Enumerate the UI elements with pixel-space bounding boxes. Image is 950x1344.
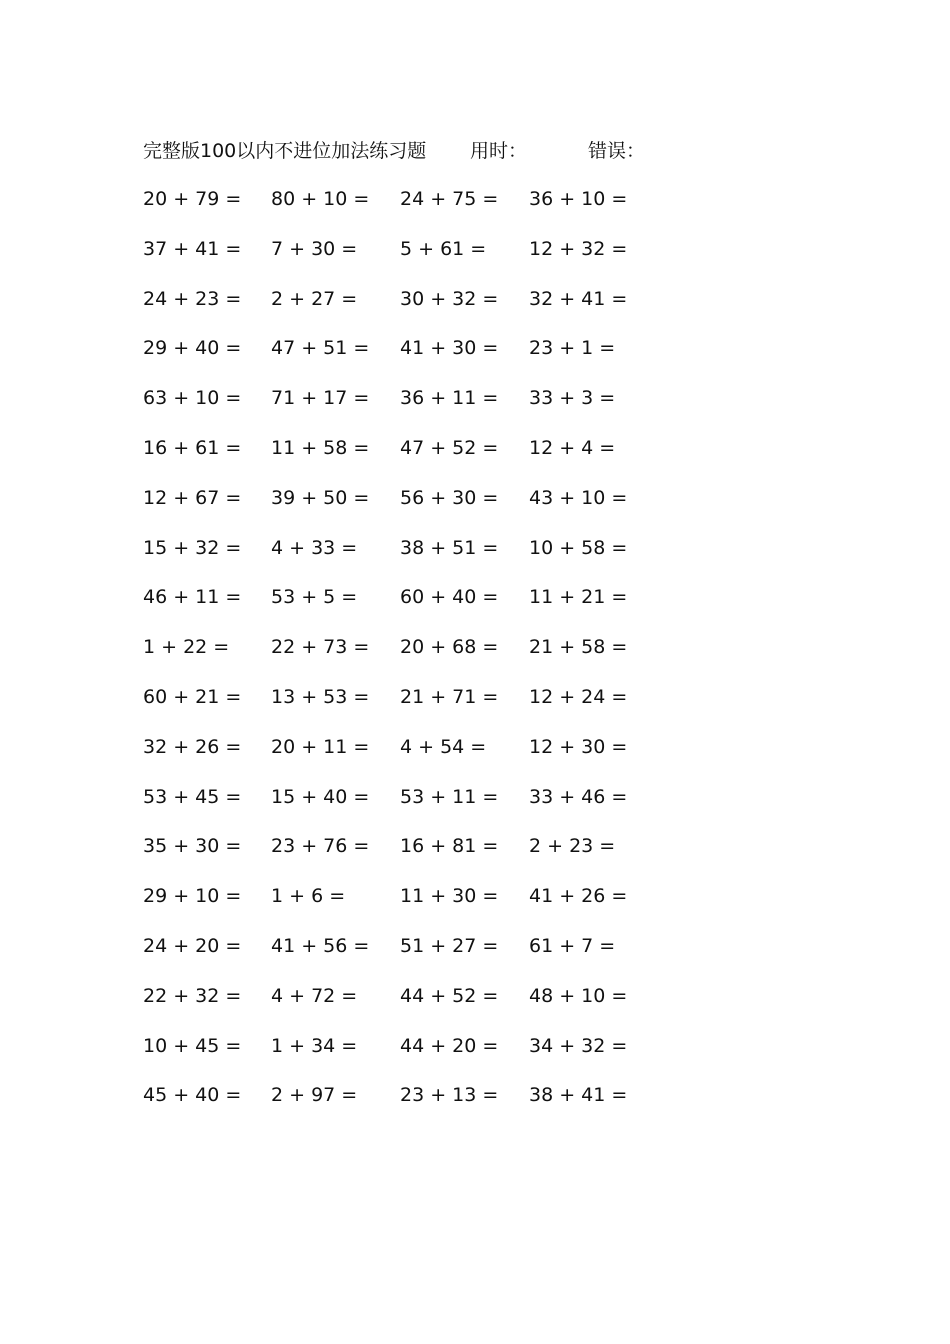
problem-cell: 32 + 26 = xyxy=(143,736,242,758)
problem-cell: 47 + 52 = xyxy=(400,437,499,459)
problem-cell: 44 + 20 = xyxy=(400,1035,499,1057)
problem-cell: 11 + 58 = xyxy=(271,437,370,459)
problem-cell: 35 + 30 = xyxy=(143,835,242,857)
problem-cell: 21 + 71 = xyxy=(400,686,499,708)
problem-cell: 1 + 6 = xyxy=(271,885,346,907)
problem-cell: 53 + 11 = xyxy=(400,786,499,808)
problem-cell: 33 + 46 = xyxy=(529,786,628,808)
problem-cell: 60 + 40 = xyxy=(400,586,499,608)
problem-cell: 29 + 40 = xyxy=(143,337,242,359)
problem-cell: 11 + 30 = xyxy=(400,885,499,907)
problem-cell: 41 + 56 = xyxy=(271,935,370,957)
problem-cell: 24 + 75 = xyxy=(400,188,499,210)
problem-cell: 1 + 34 = xyxy=(271,1035,358,1057)
problem-cell: 23 + 13 = xyxy=(400,1084,499,1106)
problem-cell: 15 + 32 = xyxy=(143,537,242,559)
problem-cell: 21 + 58 = xyxy=(529,636,628,658)
problem-cell: 22 + 73 = xyxy=(271,636,370,658)
problem-cell: 37 + 41 = xyxy=(143,238,242,260)
problem-cell: 15 + 40 = xyxy=(271,786,370,808)
problem-cell: 12 + 30 = xyxy=(529,736,628,758)
problem-cell: 53 + 45 = xyxy=(143,786,242,808)
problem-cell: 20 + 79 = xyxy=(143,188,242,210)
problem-cell: 46 + 11 = xyxy=(143,586,242,608)
problem-cell: 2 + 27 = xyxy=(271,288,358,310)
problem-cell: 4 + 54 = xyxy=(400,736,487,758)
problem-cell: 60 + 21 = xyxy=(143,686,242,708)
problem-cell: 24 + 23 = xyxy=(143,288,242,310)
problem-cell: 32 + 41 = xyxy=(529,288,628,310)
problem-cell: 44 + 52 = xyxy=(400,985,499,1007)
problem-cell: 1 + 22 = xyxy=(143,636,230,658)
problem-cell: 41 + 26 = xyxy=(529,885,628,907)
problem-cell: 12 + 32 = xyxy=(529,238,628,260)
problem-cell: 29 + 10 = xyxy=(143,885,242,907)
problem-cell: 34 + 32 = xyxy=(529,1035,628,1057)
problem-cell: 20 + 68 = xyxy=(400,636,499,658)
problem-cell: 16 + 61 = xyxy=(143,437,242,459)
page-title: 完整版100以内不进位加法练习题 xyxy=(143,140,427,162)
problem-cell: 41 + 30 = xyxy=(400,337,499,359)
problem-cell: 4 + 72 = xyxy=(271,985,358,1007)
problem-cell: 12 + 4 = xyxy=(529,437,616,459)
problem-cell: 36 + 11 = xyxy=(400,387,499,409)
problem-cell: 12 + 67 = xyxy=(143,487,242,509)
error-label: 错误： xyxy=(588,140,646,162)
problem-cell: 45 + 40 = xyxy=(143,1084,242,1106)
problem-cell: 30 + 32 = xyxy=(400,288,499,310)
time-label: 用时： xyxy=(470,140,528,162)
problem-cell: 47 + 51 = xyxy=(271,337,370,359)
problem-cell: 56 + 30 = xyxy=(400,487,499,509)
problem-cell: 48 + 10 = xyxy=(529,985,628,1007)
problem-cell: 22 + 32 = xyxy=(143,985,242,1007)
problem-cell: 23 + 76 = xyxy=(271,835,370,857)
problem-cell: 23 + 1 = xyxy=(529,337,616,359)
problem-cell: 63 + 10 = xyxy=(143,387,242,409)
problem-cell: 10 + 58 = xyxy=(529,537,628,559)
problem-cell: 51 + 27 = xyxy=(400,935,499,957)
problem-cell: 16 + 81 = xyxy=(400,835,499,857)
problem-cell: 11 + 21 = xyxy=(529,586,628,608)
problem-cell: 24 + 20 = xyxy=(143,935,242,957)
problem-cell: 53 + 5 = xyxy=(271,586,358,608)
problem-cell: 61 + 7 = xyxy=(529,935,616,957)
problem-cell: 43 + 10 = xyxy=(529,487,628,509)
problem-cell: 4 + 33 = xyxy=(271,537,358,559)
problem-cell: 2 + 97 = xyxy=(271,1084,358,1106)
problem-cell: 5 + 61 = xyxy=(400,238,487,260)
problem-cell: 71 + 17 = xyxy=(271,387,370,409)
problem-cell: 80 + 10 = xyxy=(271,188,370,210)
problem-cell: 38 + 41 = xyxy=(529,1084,628,1106)
problem-cell: 12 + 24 = xyxy=(529,686,628,708)
problem-cell: 39 + 50 = xyxy=(271,487,370,509)
problem-cell: 13 + 53 = xyxy=(271,686,370,708)
problem-cell: 2 + 23 = xyxy=(529,835,616,857)
problem-cell: 33 + 3 = xyxy=(529,387,616,409)
problem-cell: 10 + 45 = xyxy=(143,1035,242,1057)
problem-cell: 7 + 30 = xyxy=(271,238,358,260)
problem-cell: 38 + 51 = xyxy=(400,537,499,559)
problem-cell: 36 + 10 = xyxy=(529,188,628,210)
problem-cell: 20 + 11 = xyxy=(271,736,370,758)
